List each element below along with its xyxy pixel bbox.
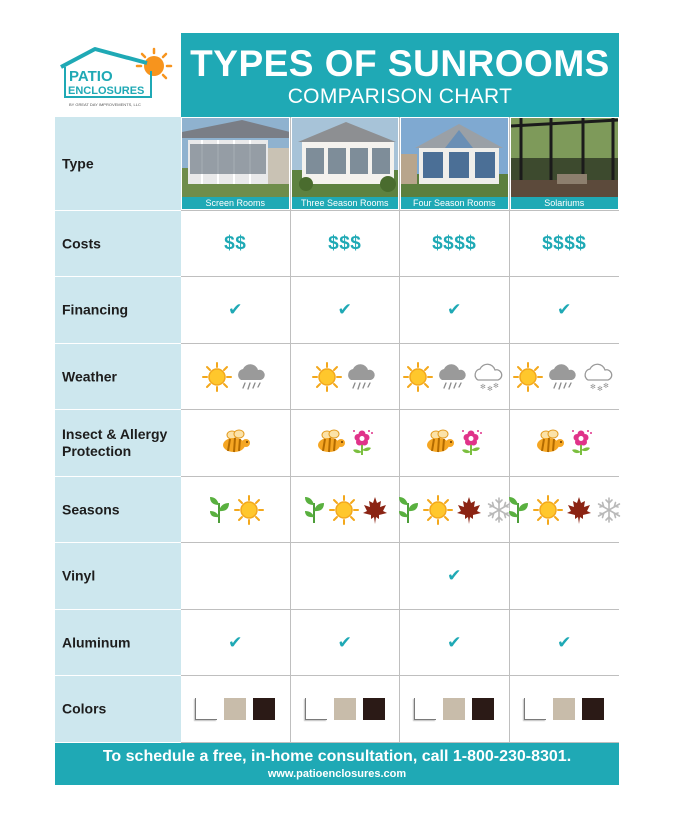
cost-value: $$$ (328, 232, 362, 254)
column-title: Screen Rooms (182, 197, 289, 209)
snow-cloud-icon (581, 362, 615, 392)
color-swatches (414, 698, 494, 720)
aluminum-cell (510, 610, 620, 676)
row-financing (55, 277, 619, 344)
row-label: Weather (55, 344, 181, 410)
color-swatch (305, 698, 327, 720)
flower-icon (567, 428, 595, 458)
sun-icon (513, 362, 543, 392)
svg-text:✻: ✻ (597, 384, 604, 392)
row-label: Aluminum (55, 610, 181, 676)
row-insect-allergy (55, 410, 619, 477)
footer-banner (55, 743, 619, 785)
row-type (55, 117, 619, 211)
cost-value: $$$$ (542, 232, 587, 254)
cost-value: $$$$ (432, 232, 477, 254)
icon-group (202, 362, 268, 392)
svg-text:✻: ✻ (603, 381, 610, 390)
rain-cloud-icon (234, 362, 268, 392)
icon-group (395, 495, 513, 525)
rain-cloud-icon (344, 362, 378, 392)
comparison-sheet (55, 33, 619, 785)
color-swatch (253, 698, 275, 720)
four-season-photo (401, 118, 508, 197)
icon-group (314, 428, 376, 458)
cost-cell (400, 211, 510, 277)
logo-word-2: ENCLOSURES (68, 85, 145, 97)
checkmark-icon: ✔ (228, 632, 243, 652)
sprout-icon (395, 495, 421, 525)
rain-cloud-icon (435, 362, 469, 392)
bee-icon (219, 428, 251, 458)
snowflake-icon (595, 495, 623, 525)
checkmark-icon: ✔ (447, 632, 462, 652)
color-swatch (224, 698, 246, 720)
cost-cell (291, 211, 401, 277)
patio-enclosures-logo (55, 33, 181, 117)
vinyl-cell (400, 543, 510, 610)
row-aluminum (55, 610, 619, 676)
type-cell-three-season (291, 117, 401, 211)
svg-text:✻: ✻ (480, 382, 487, 391)
color-swatches (305, 698, 385, 720)
sun-icon (403, 362, 433, 392)
icon-group (403, 362, 505, 392)
bee-icon (314, 428, 346, 458)
cost-cell (181, 211, 291, 277)
color-swatch (443, 698, 465, 720)
bee-icon (533, 428, 565, 458)
color-swatch (582, 698, 604, 720)
sun-icon (329, 495, 359, 525)
page-title: TYPES OF SUNROOMS (190, 43, 610, 84)
color-swatch (334, 698, 356, 720)
checkmark-icon: ✔ (337, 300, 352, 319)
row-label: Financing (55, 277, 181, 344)
column-title: Four Season Rooms (401, 197, 508, 209)
icon-group (533, 428, 595, 458)
icon-group (423, 428, 485, 458)
checkmark-icon: ✔ (228, 300, 243, 319)
svg-text:✻: ✻ (590, 382, 597, 391)
checkmark-icon: ✔ (557, 632, 572, 652)
financing-cell (181, 277, 291, 344)
icon-group (206, 495, 264, 525)
sun-icon (312, 362, 342, 392)
color-swatch (553, 698, 575, 720)
icon-group (301, 495, 389, 525)
row-costs (55, 211, 619, 277)
cost-cell (510, 211, 620, 277)
sun-icon (202, 362, 232, 392)
type-cell-four-season (400, 117, 510, 211)
sprout-icon (206, 495, 232, 525)
row-weather (55, 344, 619, 410)
maple-leaf-icon (455, 495, 483, 525)
sun-icon (423, 495, 453, 525)
icon-group (513, 362, 615, 392)
solarium-photo (511, 118, 619, 197)
financing-cell (400, 277, 510, 344)
icon-group (312, 362, 378, 392)
row-label: Seasons (55, 477, 181, 543)
logo-tagline: BY GREAT DAY IMPROVEMENTS, LLC (69, 102, 141, 107)
logo-word-1: PATIO (69, 68, 113, 85)
row-label: Type (55, 117, 181, 211)
vinyl-cell (510, 543, 620, 610)
footer-website-link[interactable]: www.patioenclosures.com (267, 768, 407, 780)
bee-icon (423, 428, 455, 458)
checkmark-icon: ✔ (557, 300, 572, 319)
color-swatch (363, 698, 385, 720)
row-colors (55, 676, 619, 743)
aluminum-cell (181, 610, 291, 676)
financing-cell (291, 277, 401, 344)
row-label: Vinyl (55, 543, 181, 610)
row-label: Colors (55, 676, 181, 743)
page-subtitle: COMPARISON CHART (287, 85, 513, 108)
maple-leaf-icon (565, 495, 593, 525)
flower-icon (348, 428, 376, 458)
flower-icon (457, 428, 485, 458)
row-label: Insect & Allergy Protection (55, 410, 181, 477)
color-swatch (414, 698, 436, 720)
sun-icon (533, 495, 563, 525)
svg-text:✻: ✻ (487, 384, 494, 392)
column-title: Three Season Rooms (292, 197, 399, 209)
logo (55, 33, 181, 117)
color-swatch (524, 698, 546, 720)
icon-group (219, 428, 251, 458)
aluminum-cell (291, 610, 401, 676)
type-cell-screen-rooms (181, 117, 291, 211)
rain-cloud-icon (545, 362, 579, 392)
financing-cell (510, 277, 620, 344)
color-swatches (524, 698, 604, 720)
checkmark-icon: ✔ (447, 300, 462, 319)
sun-icon (234, 495, 264, 525)
footer-cta: To schedule a free, in-home consultation, call 1-800-230-8301. (102, 748, 572, 765)
vinyl-cell (291, 543, 401, 610)
row-seasons (55, 477, 619, 543)
checkmark-icon: ✔ (337, 632, 352, 652)
maple-leaf-icon (361, 495, 389, 525)
color-swatch (195, 698, 217, 720)
color-swatches (195, 698, 275, 720)
three-season-photo (292, 118, 399, 197)
sprout-icon (301, 495, 327, 525)
aluminum-cell (400, 610, 510, 676)
screen-room-photo (182, 118, 289, 197)
row-label: Costs (55, 211, 181, 277)
sprout-icon (505, 495, 531, 525)
svg-text:✻: ✻ (493, 381, 500, 390)
row-vinyl (55, 543, 619, 610)
snow-cloud-icon (471, 362, 505, 392)
column-title: Solariums (511, 197, 619, 209)
header-banner (181, 33, 619, 117)
cost-value: $$ (224, 232, 247, 254)
vinyl-cell (181, 543, 291, 610)
checkmark-icon: ✔ (447, 566, 462, 585)
color-swatch (472, 698, 494, 720)
type-cell-solariums (510, 117, 620, 211)
icon-group (505, 495, 623, 525)
